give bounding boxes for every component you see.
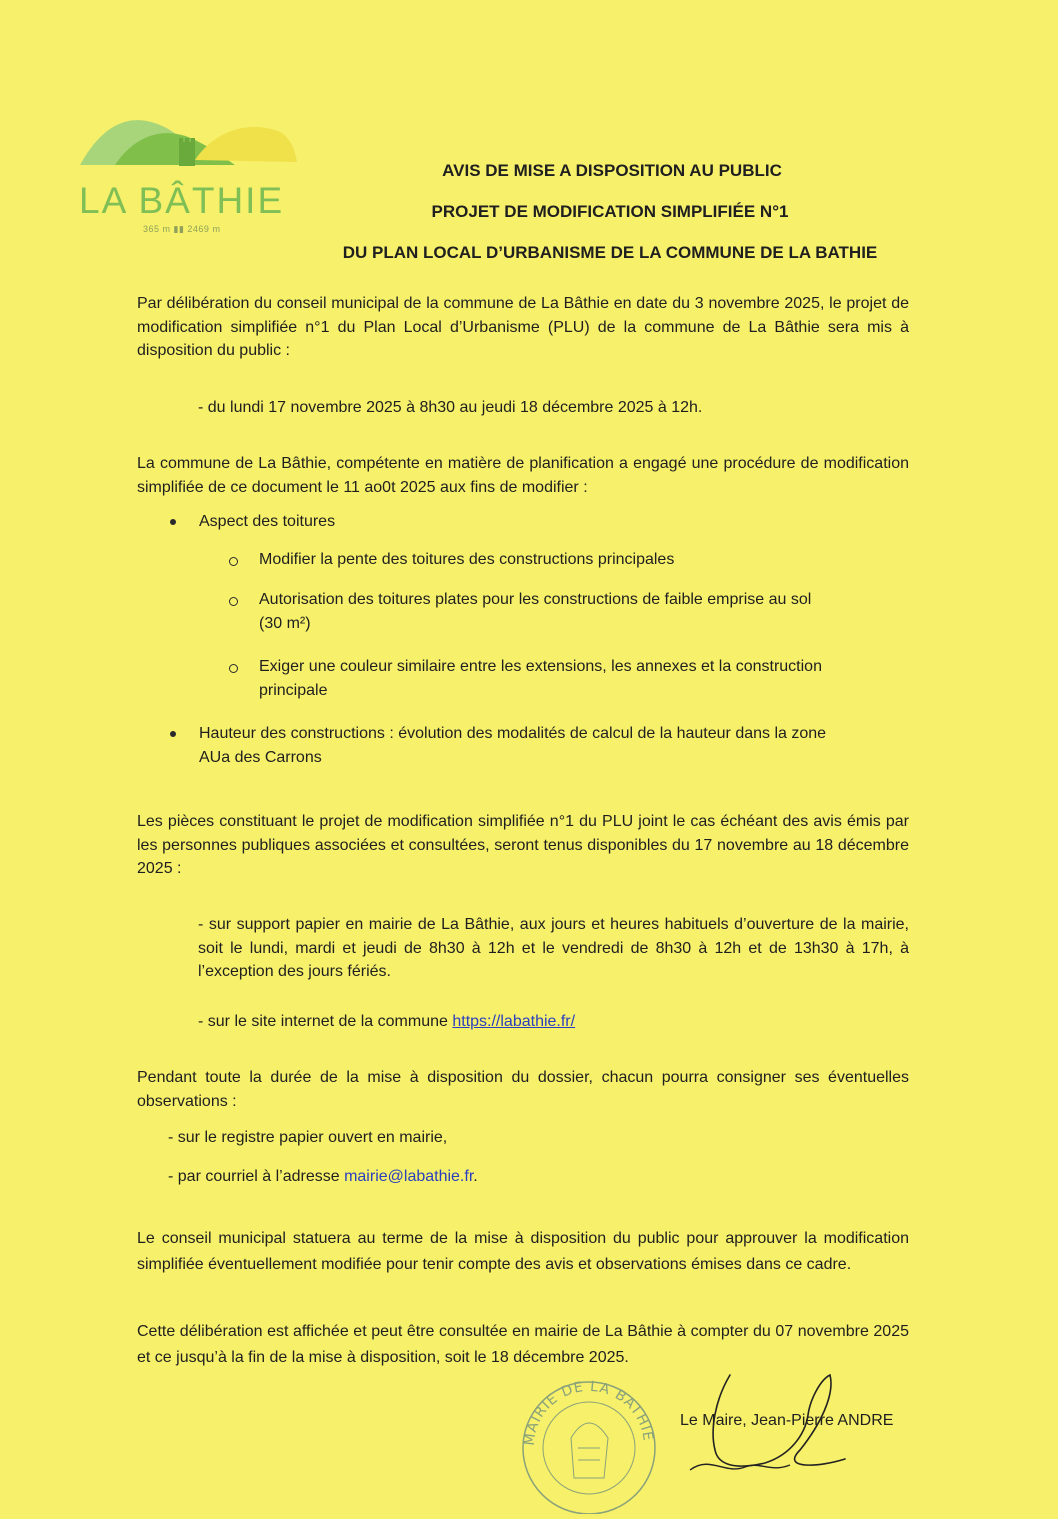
- bullet-toitures: Aspect des toitures: [199, 513, 336, 530]
- sub-item-couleur: [259, 655, 909, 702]
- site-link[interactable]: https://labathie.fr/: [452, 1013, 576, 1030]
- mairie-stamp: [516, 1368, 662, 1514]
- bullet-hauteur-line2: AUa des Carrons: [199, 748, 322, 766]
- sub-item-plates-line2: (30 m²): [259, 614, 311, 632]
- sub-item-plates-line1: Autorisation des toitures plates pour les constructions de faible emprise au sol: [259, 591, 812, 608]
- logo-name: LA BÂTHIE: [79, 180, 285, 221]
- intro-paragraph: Par délibération du conseil municipal de la commune de La Bâthie en date du 3 novembre 2025, le projet de modification simplifiée n°1 du Plan Local d’Urbanisme (PLU) de la commune de La Bâthie sera mis à disposition du public :: [137, 295, 909, 359]
- courriel-prefix: - par courriel à l’adresse: [168, 1168, 345, 1185]
- site-prefix: - sur le site internet de la commune: [198, 1013, 453, 1030]
- bullet-hauteur-line1: Hauteur des constructions : évolution des modalités de calcul de la hauteur dans la zone: [199, 725, 827, 742]
- commune-logo: [75, 110, 305, 240]
- bullet-icon: [170, 519, 176, 525]
- sub-bullet-icon: [229, 597, 238, 606]
- sub-bullet-icon: [229, 664, 238, 673]
- registre-line: - sur le registre papier ouvert en mairie,: [168, 1129, 448, 1146]
- affichage-paragraph: Cette délibération est affichée et peut être consultée en mairie de La Bâthie à compter du 07 novembre 2025 et ce jusqu’à la fin de la mise à disposition, soit le 18 décembre 2025.: [137, 1323, 909, 1366]
- pendant-paragraph: Pendant toute la durée de la mise à disposition du dossier, chacun pourra consigner ses éventuelles observations :: [137, 1069, 909, 1110]
- stamp-seal-icon: [516, 1368, 662, 1514]
- courriel-suffix: .: [473, 1168, 478, 1185]
- sub-bullet-icon: [229, 557, 238, 566]
- email-link[interactable]: mairie@labathie.fr: [344, 1168, 474, 1185]
- signatory-label: Le Maire, Jean-Pierre ANDRE: [680, 1412, 894, 1429]
- title-line-3: DU PLAN LOCAL D’URBANISME DE LA COMMUNE DE LA BATHIE: [342, 243, 878, 262]
- stamp-text: MAIRIE DE LA BATHIE: [521, 1378, 656, 1447]
- period-line: - du lundi 17 novembre 2025 à 8h30 au jeudi 18 décembre 2025 à 12h.: [198, 399, 703, 416]
- bullet-hauteur: [199, 722, 909, 769]
- site-line: [198, 1010, 575, 1034]
- conseil-paragraph: Le conseil municipal statuera au terme de la mise à disposition du public pour approuver la modification simplifiée éventuellement modifiée pour tenir compte des avis et observations émises dans ce cadre.: [137, 1230, 909, 1273]
- sub-item-pente: Modifier la pente des toitures des constructions principales: [259, 551, 675, 568]
- document-title: [300, 160, 920, 283]
- logo-altitudes: 365 m ▮▮ 2469 m: [143, 224, 221, 234]
- courriel-line: [168, 1165, 478, 1189]
- sub-item-couleur-line2: principale: [259, 681, 328, 699]
- bullet-icon: [170, 731, 176, 737]
- title-line-2: PROJET DE MODIFICATION SIMPLIFIÉE N°1: [431, 202, 789, 221]
- pieces-paragraph: Les pièces constituant le projet de modification simplifiée n°1 du PLU joint le cas échéant des avis émis par les personnes publiques associées et consultées, seront tenus disponibles du 17 novembre au 18 décembre 2025 :: [137, 813, 909, 877]
- procedure-paragraph: La commune de La Bâthie, compétente en matière de planification a engagé une procédure de modification simplifiée de ce document le 11 ao0t 2025 aux fins de modifier :: [137, 455, 909, 496]
- sub-item-couleur-line1: Exiger une couleur similaire entre les extensions, les annexes et la construction: [259, 658, 822, 675]
- sub-item-plates: [259, 588, 909, 635]
- support-paragraph: - sur support papier en mairie de La Bâthie, aux jours et heures habituels d’ouverture de la mairie, soit le lundi, mardi et jeudi de 8h30 à 12h et le vendredi de 8h30 à 12h et de 13h30 à 17h, à l’exception des jours fériés.: [198, 916, 909, 980]
- title-line-1: AVIS DE MISE A DISPOSITION AU PUBLIC: [442, 161, 782, 180]
- svg-text:MAIRIE DE LA BATHIE: [522, 1379, 656, 1447]
